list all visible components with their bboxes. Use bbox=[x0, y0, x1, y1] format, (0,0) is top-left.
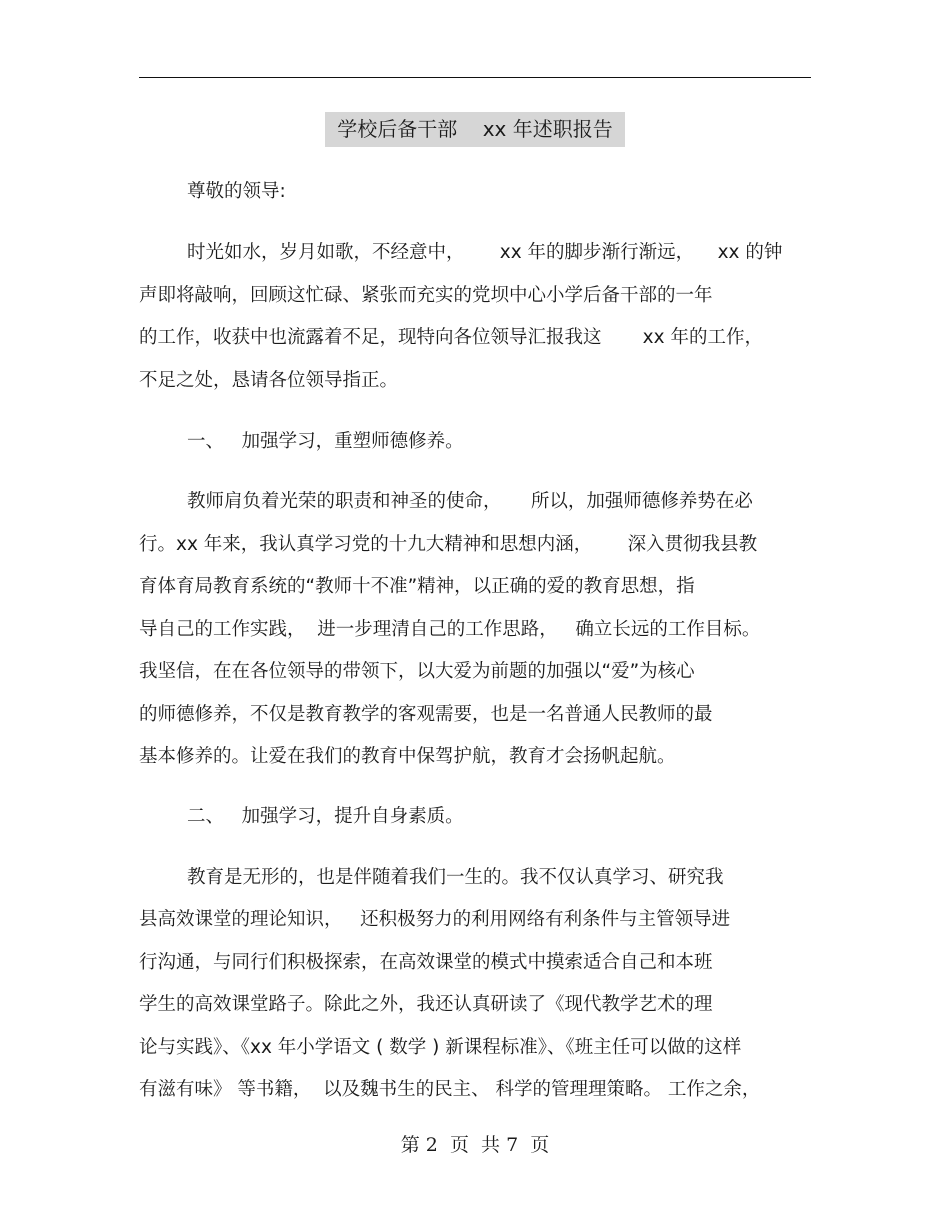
paragraph-line: 有滋有味》 等书籍， 以及魏书生的民主、 科学的管理理策略。 工作之余， bbox=[139, 1079, 761, 1100]
paragraph-line: 学生的高效课堂路子。除此之外，我还认真研读了《现代教学艺术的理 bbox=[139, 994, 713, 1015]
paragraph-line: 的师德修养，不仅是教育教学的客观需要，也是一名普通人民教师的最 bbox=[139, 704, 713, 725]
title-container bbox=[0, 112, 950, 147]
paragraph-line: 教育是无形的，也是伴随着我们一生的。我不仅认真学习、研究我 bbox=[187, 867, 724, 888]
paragraph-line: 教师肩负着光荣的职责和神圣的使命， 所以，加强师德修养势在必 bbox=[187, 491, 753, 512]
section-heading-2: 二、 加强学习，提升自身素质。 bbox=[187, 806, 464, 827]
paragraph-line: 不足之处，恳请各位领导指正。 bbox=[139, 370, 399, 391]
paragraph-line: 声即将敲响，回顾这忙碌、紧张而充实的党坝中心小学后备干部的一年 bbox=[139, 285, 713, 306]
paragraph-line: 行沟通，与同行们积极探索，在高效课堂的模式中摸索适合自己和本班 bbox=[139, 952, 713, 973]
paragraph-line: 育体育局教育系统的“教师十不准”精神，以正确的爱的教育思想，指 bbox=[139, 576, 695, 597]
paragraph-line: 时光如水，岁月如歌，不经意中， xx 年的脚步渐行渐远， xx 的钟 bbox=[187, 242, 783, 263]
paragraph-line: 县高效课堂的理论知识， 还积极努力的利用网络有利条件与主管领导进 bbox=[139, 909, 731, 930]
section-heading-1: 一、 加强学习，重塑师德修养。 bbox=[187, 431, 464, 452]
paragraph-line: 基本修养的。让爱在我们的教育中保驾护航，教育才会扬帆起航。 bbox=[139, 746, 676, 767]
page-footer: 第 2 页 共 7 页 bbox=[400, 1134, 550, 1156]
paragraph-line: 行。xx 年来，我认真学习党的十九大精神和思想内涵， 深入贯彻我县教 bbox=[139, 534, 758, 555]
header-rule bbox=[139, 77, 811, 78]
salutation: 尊敬的领导: bbox=[187, 181, 286, 202]
paragraph-line: 的工作，收获中也流露着不足，现特向各位领导汇报我这 xx 年的工作， bbox=[139, 327, 763, 348]
paragraph-line: 论与实践》、《xx 年小学语文 ( 数学 ) 新课程标准》、《班主任可以做的这样 bbox=[139, 1037, 742, 1058]
paragraph-line: 导自己的工作实践， 进一步理清自己的工作思路， 确立长远的工作目标。 bbox=[139, 619, 761, 640]
paragraph-line: 我坚信，在在各位领导的带领下，以大爱为前题的加强以“爱”为核心 bbox=[139, 661, 695, 682]
document-title: 学校后备干部 xx 年述职报告 bbox=[325, 112, 624, 147]
